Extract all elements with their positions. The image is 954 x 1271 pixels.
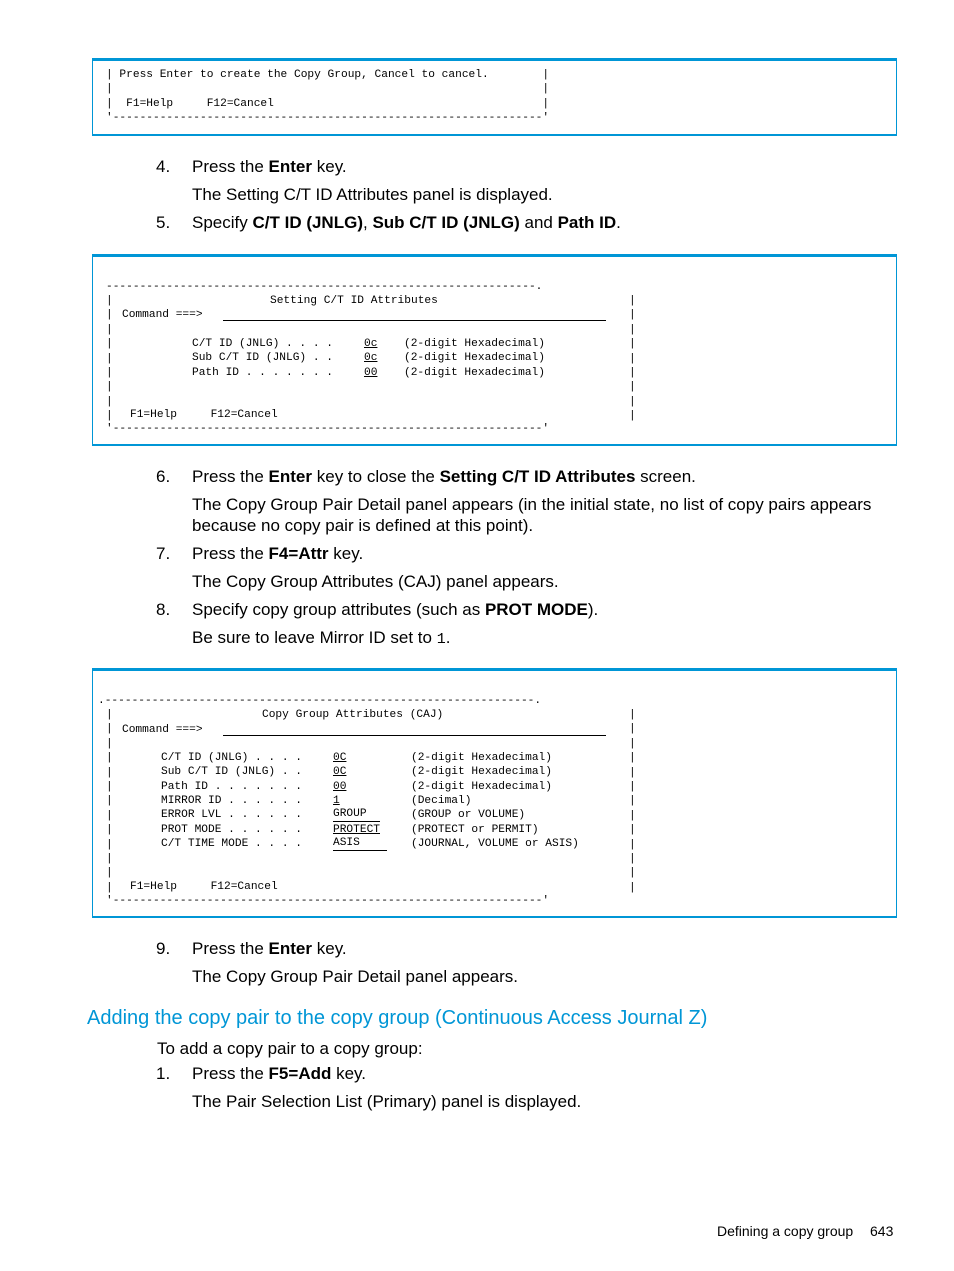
field-label: Sub C/T ID (JNLG) . . <box>161 766 302 778</box>
terminal-panel-confirm <box>92 58 897 136</box>
field-value-prot-mode[interactable]: PROTECT <box>333 824 380 836</box>
function-keys: F1=Help F12=Cancel <box>130 881 278 893</box>
step-9-result: The Copy Group Pair Detail panel appears. <box>192 967 519 986</box>
field-label: C/T ID (JNLG) . . . . <box>192 338 333 350</box>
field-label: PROT MODE . . . . . . <box>161 824 302 836</box>
footer-title: Defining a copy group <box>717 1223 854 1239</box>
field-value-mirror-id[interactable]: 1 <box>333 795 340 807</box>
panel-side-left: | | | | | | | | | <box>106 295 113 423</box>
field-hint: (2-digit Hexadecimal) <box>404 338 545 350</box>
step-number: 9. <box>156 939 171 958</box>
panel-line: | Press Enter to create the Copy Group, Cancel to cancel. | <box>106 69 550 81</box>
field-value-sub-ct-id[interactable]: 0C <box>333 766 347 778</box>
field-label: C/T TIME MODE . . . . <box>161 838 302 850</box>
section-heading: Adding the copy pair to the copy group (Continuous Access Journal Z) <box>87 1007 708 1029</box>
field-value-ct-time-mode[interactable]: ASIS <box>333 837 387 851</box>
field-hint: (2-digit Hexadecimal) <box>411 766 552 778</box>
field-value-path-id[interactable]: 00 <box>364 367 378 379</box>
panel-border-bottom: '----------------------------------------------------------------' <box>106 423 550 435</box>
panel-border-top: ----------------------------------------------------------------. <box>106 281 543 293</box>
panel-side-right: | | | | | | | | | | | | | <box>629 709 636 894</box>
field-value-ct-id[interactable]: 0c <box>364 338 378 350</box>
field-hint: (PROTECT or PERMIT) <box>411 824 539 836</box>
field-value-error-lvl[interactable]: GROUP <box>333 808 380 822</box>
field-value-sub-ct-id[interactable]: 0c <box>364 352 378 364</box>
field-hint: (JOURNAL, VOLUME or ASIS) <box>411 838 579 850</box>
step-6-text: Press the Enter key to close the Setting C/T ID Attributes screen. <box>192 467 696 486</box>
step-number: 6. <box>156 467 171 486</box>
field-hint: (2-digit Hexadecimal) <box>404 367 545 379</box>
step-8-note: Be sure to leave Mirror ID set to 1. <box>192 628 451 648</box>
step-number: 8. <box>156 600 171 619</box>
step-8-text: Specify copy group attributes (such as PROT MODE). <box>192 600 599 619</box>
field-label: Sub C/T ID (JNLG) . . <box>192 352 333 364</box>
page-number: 643 <box>870 1223 894 1239</box>
field-label: C/T ID (JNLG) . . . . <box>161 752 302 764</box>
section-intro: To add a copy pair to a copy group: <box>157 1039 423 1058</box>
field-value-path-id[interactable]: 00 <box>333 781 347 793</box>
step-6-result: The Copy Group Pair Detail panel appears (in the initial state, no list of copy pairs appears because no copy pair is defined at this point). <box>192 495 872 535</box>
field-label: MIRROR ID . . . . . . <box>161 795 302 807</box>
panel-title: Setting C/T ID Attributes <box>270 295 438 307</box>
panel-title: Copy Group Attributes (CAJ) <box>262 709 444 721</box>
step-number: 7. <box>156 544 171 563</box>
panel-border-top: .----------------------------------------------------------------. <box>98 695 542 707</box>
step-1-result: The Pair Selection List (Primary) panel is displayed. <box>192 1092 582 1111</box>
command-label: Command ===> <box>122 309 203 321</box>
terminal-panel-setting-ct-id <box>92 254 897 446</box>
step-7-result: The Copy Group Attributes (CAJ) panel appears. <box>192 572 559 591</box>
panel-side-left: | | | | | | | | | | | | | <box>106 709 113 894</box>
step-7-text: Press the F4=Attr key. <box>192 544 364 563</box>
panel-border-bottom: '----------------------------------------------------------------' <box>106 895 550 907</box>
field-value-ct-id[interactable]: 0C <box>333 752 347 764</box>
field-hint: (2-digit Hexadecimal) <box>411 781 552 793</box>
field-label: Path ID . . . . . . . <box>192 367 333 379</box>
field-label: Path ID . . . . . . . <box>161 781 302 793</box>
step-5-text: Specify C/T ID (JNLG), Sub C/T ID (JNLG) and Path ID. <box>192 213 621 232</box>
terminal-panel-copy-group-attributes <box>92 668 897 918</box>
panel-line: | F1=Help F12=Cancel | <box>106 98 550 110</box>
step-4-text: Press the Enter key. <box>192 157 347 176</box>
step-number: 5. <box>156 213 171 232</box>
step-9-text: Press the Enter key. <box>192 939 347 958</box>
field-label: ERROR LVL . . . . . . <box>161 809 302 821</box>
field-hint: (Decimal) <box>411 795 472 807</box>
command-label: Command ===> <box>122 724 203 736</box>
command-input[interactable] <box>223 735 606 736</box>
step-number: 4. <box>156 157 171 176</box>
panel-side-right: | | | | | | | | | <box>629 295 636 423</box>
function-keys: F1=Help F12=Cancel <box>130 409 278 421</box>
step-number: 1. <box>156 1064 171 1083</box>
panel-line: | | <box>106 83 550 95</box>
field-hint: (GROUP or VOLUME) <box>411 809 526 821</box>
command-input[interactable] <box>223 320 606 321</box>
field-hint: (2-digit Hexadecimal) <box>404 352 545 364</box>
step-1-text: Press the F5=Add key. <box>192 1064 366 1083</box>
field-hint: (2-digit Hexadecimal) <box>411 752 552 764</box>
step-4-result: The Setting C/T ID Attributes panel is displayed. <box>192 185 553 204</box>
panel-border-bottom: '----------------------------------------------------------------' <box>106 112 550 124</box>
